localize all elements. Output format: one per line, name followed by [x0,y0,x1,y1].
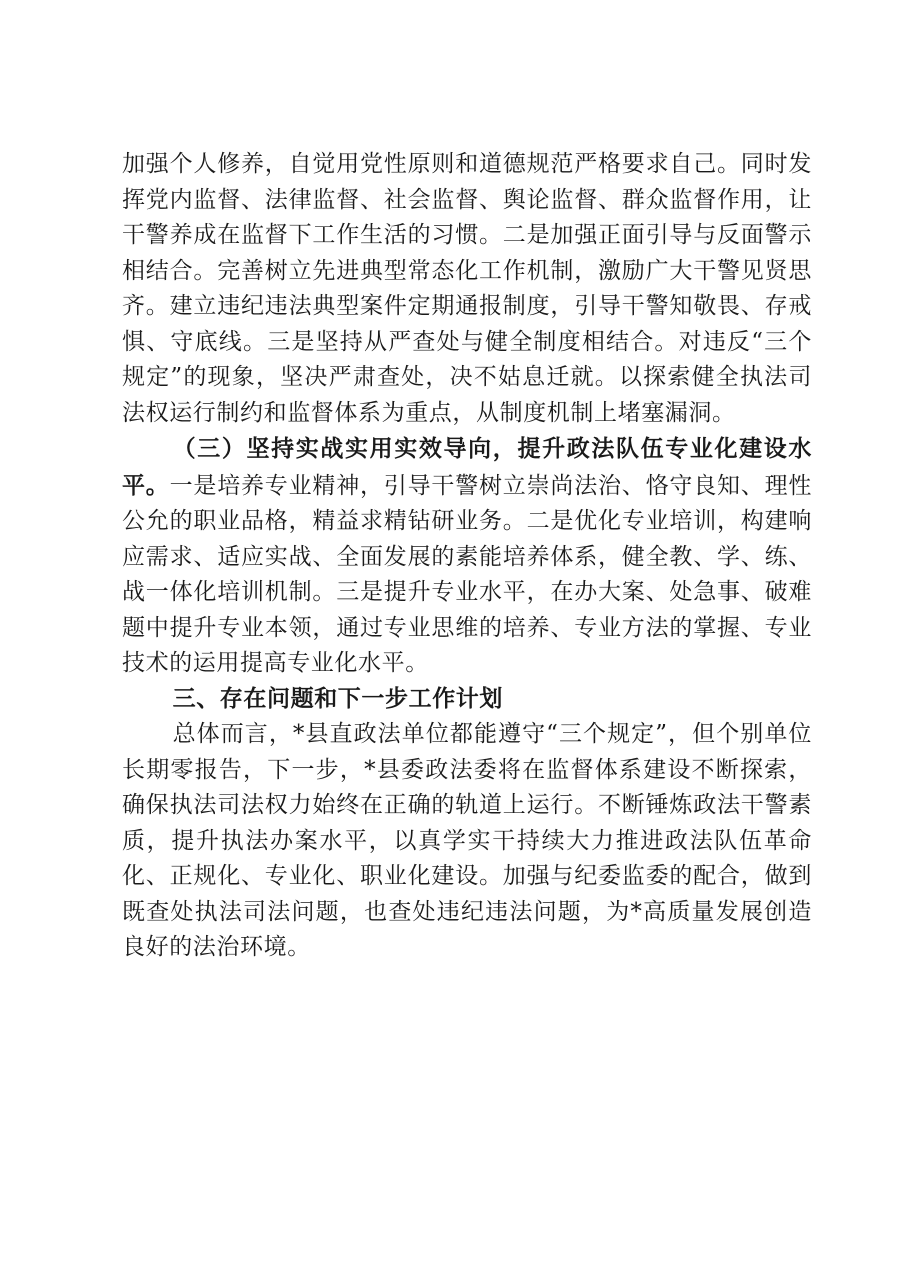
section-three-lead: （三）坚持实战实用实效导向，提升政法队伍专业化建设水平。 [122,435,812,499]
paragraph-continuation: 加强个人修养，自觉用党性原则和道德规范严格要求自己。同时发挥党内监督、法律监督、社会监督、舆论监督、群众监督作用，让干警养成在监督下工作生活的习惯。二是加强正面引导与反面警示相结合。完善树立先进典型常态化工作机制，激励广大干警见贤思齐。建立违纪违法典型案件定期通报制度，引导干警知敬畏、存戒惧、守底线。三是坚持从严查处与健全制度相结合。对违反“三个规定”的现象，坚决严肃查处，决不姑息迁就。以探索健全执法司法权运行制约和监督体系为重点，从制度机制上堵塞漏洞。 [122,151,812,426]
paragraph-section-three [122,431,812,682]
section-three-body: 一是培养专业精神，引导干警树立崇尚法治、恪守良知、理性公允的职业品格，精益求精钻研业务。二是优化专业培训，构建响应需求、适应实战、全面发展的素能培养体系，健全教、学、练、战一体化培训机制。三是提升专业水平，在办大案、处急事、破难题中提升专业本领，通过专业思维的培养、专业方法的掌握、专业技术的运用提高专业化水平。 [122,472,813,676]
paragraph-summary: 总体而言，*县直政法单位都能遵守“三个规定”，但个别单位长期零报告，下一步，*县委政法委将在监督体系建设不断探索，确保执法司法权力始终在正确的轨道上运行。不断锤炼政法干警素质，提升执法办案水平，以真学实干持续大力推进政法队伍革命化、正规化、专业化、职业化建设。加强与纪委监委的配合，做到既查处执法司法问题，也查处违纪违法问题，为*高质量发展创造良好的法治环境。 [122,721,812,960]
heading-problems-and-plans: 三、存在问题和下一步工作计划 [172,685,503,712]
document-body [122,147,812,966]
